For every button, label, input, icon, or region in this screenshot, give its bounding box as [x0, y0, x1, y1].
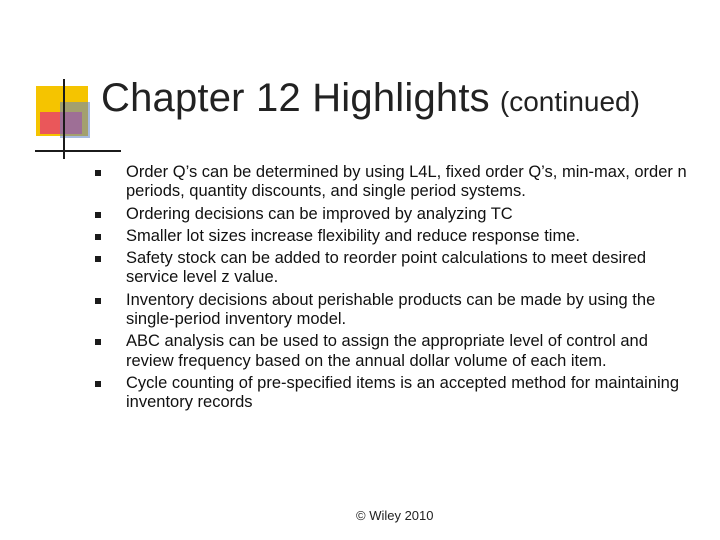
logo-vertical-line: [63, 79, 65, 159]
bullet-square-icon: [95, 212, 101, 218]
bullet-text: Ordering decisions can be improved by analyzing TC: [126, 204, 513, 223]
bullet-square-icon: [95, 381, 101, 387]
bullet-item: [126, 291, 696, 330]
bullet-item: [126, 205, 696, 224]
bullet-item: [126, 332, 696, 371]
bullet-text: Order Q’s can be determined by using L4L, fixed order Q’s, min-max, order n periods, quantity discounts, and single period systems.: [126, 163, 687, 201]
title-suffix: (continued): [499, 86, 640, 117]
bullet-item: [126, 374, 696, 413]
bullet-text: Cycle counting of pre-specified items is an accepted method for maintaining inventory records: [126, 373, 680, 412]
bullet-square-icon: [95, 256, 101, 262]
title-main: Chapter 12 Highlights: [101, 76, 490, 120]
bullet-item: [126, 163, 696, 202]
bullet-text: Smaller lot sizes increase flexibility and reduce response time.: [126, 226, 580, 245]
bullet-item: [126, 227, 696, 246]
bullet-square-icon: [95, 298, 101, 304]
bullet-list: [126, 163, 696, 416]
bullet-text: Inventory decisions about perishable products can be made by using the single-period inventory model.: [126, 290, 656, 329]
bullet-square-icon: [95, 339, 101, 345]
bullet-square-icon: [95, 234, 101, 240]
footer-copyright: © Wiley 2010: [356, 508, 434, 523]
logo-horizontal-line: [35, 150, 121, 152]
bullet-item: [126, 249, 696, 288]
slide-title: [101, 78, 640, 118]
bullet-text: Safety stock can be added to reorder point calculations to meet desired service level z value.: [126, 249, 647, 287]
bullet-text: ABC analysis can be used to assign the appropriate level of control and review frequency based on the annual dollar volume of each item.: [126, 332, 648, 370]
bullet-square-icon: [95, 170, 101, 176]
